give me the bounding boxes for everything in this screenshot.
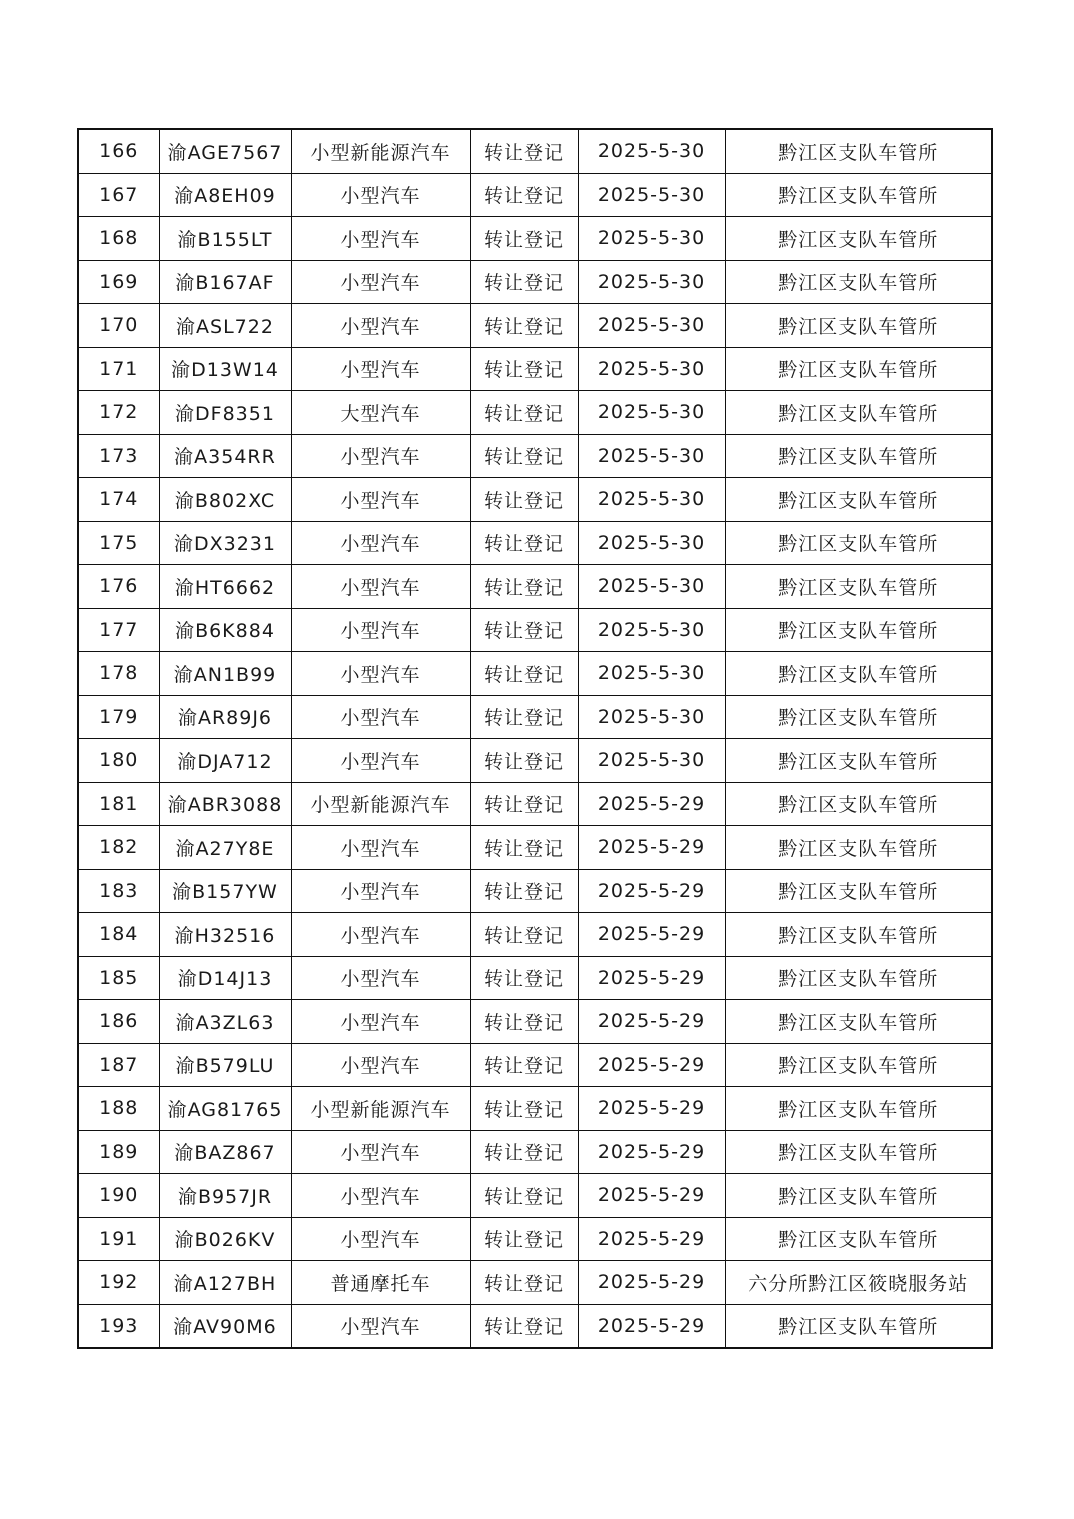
- row-number-cell: 170: [78, 304, 159, 348]
- table-row: [78, 347, 992, 391]
- date-cell: 2025-5-30: [578, 565, 725, 609]
- table-row: [78, 869, 992, 913]
- plate-number-cell: 渝B579LU: [159, 1043, 291, 1087]
- vehicle-type-cell: 小型汽车: [291, 826, 470, 870]
- vehicle-type-cell: 小型汽车: [291, 1043, 470, 1087]
- office-cell: 黔江区支队车管所: [725, 826, 992, 870]
- vehicle-type-cell: 大型汽车: [291, 391, 470, 435]
- row-number-cell: 169: [78, 260, 159, 304]
- row-number-cell: 178: [78, 652, 159, 696]
- business-type-cell: 转让登记: [470, 739, 578, 783]
- table-row: [78, 739, 992, 783]
- vehicle-type-cell: 小型汽车: [291, 217, 470, 261]
- date-cell: 2025-5-29: [578, 1087, 725, 1131]
- plate-number-cell: 渝B157YW: [159, 869, 291, 913]
- plate-number-cell: 渝B957JR: [159, 1174, 291, 1218]
- table-row: [78, 129, 992, 173]
- table-row: [78, 391, 992, 435]
- date-cell: 2025-5-29: [578, 1217, 725, 1261]
- plate-number-cell: 渝ABR3088: [159, 782, 291, 826]
- table-row: [78, 1174, 992, 1218]
- table-row: [78, 1000, 992, 1044]
- date-cell: 2025-5-30: [578, 478, 725, 522]
- table-row: [78, 1043, 992, 1087]
- table-row: [78, 260, 992, 304]
- plate-number-cell: 渝AV90M6: [159, 1304, 291, 1348]
- plate-number-cell: 渝A27Y8E: [159, 826, 291, 870]
- plate-number-cell: 渝B6K884: [159, 608, 291, 652]
- table-row: [78, 826, 992, 870]
- vehicle-type-cell: 小型新能源汽车: [291, 782, 470, 826]
- table-row: [78, 478, 992, 522]
- business-type-cell: 转让登记: [470, 956, 578, 1000]
- vehicle-type-cell: 小型汽车: [291, 521, 470, 565]
- date-cell: 2025-5-29: [578, 1174, 725, 1218]
- office-cell: 黔江区支队车管所: [725, 521, 992, 565]
- vehicle-type-cell: 小型汽车: [291, 608, 470, 652]
- office-cell: 黔江区支队车管所: [725, 1217, 992, 1261]
- office-cell: 黔江区支队车管所: [725, 565, 992, 609]
- vehicle-type-cell: 小型汽车: [291, 1130, 470, 1174]
- date-cell: 2025-5-30: [578, 304, 725, 348]
- business-type-cell: 转让登记: [470, 434, 578, 478]
- date-cell: 2025-5-30: [578, 739, 725, 783]
- office-cell: 黔江区支队车管所: [725, 913, 992, 957]
- business-type-cell: 转让登记: [470, 565, 578, 609]
- row-number-cell: 193: [78, 1304, 159, 1348]
- business-type-cell: 转让登记: [470, 695, 578, 739]
- vehicle-type-cell: 普通摩托车: [291, 1261, 470, 1305]
- business-type-cell: 转让登记: [470, 129, 578, 173]
- business-type-cell: 转让登记: [470, 304, 578, 348]
- row-number-cell: 187: [78, 1043, 159, 1087]
- plate-number-cell: 渝A354RR: [159, 434, 291, 478]
- row-number-cell: 167: [78, 173, 159, 217]
- plate-number-cell: 渝BAZ867: [159, 1130, 291, 1174]
- plate-number-cell: 渝DJA712: [159, 739, 291, 783]
- business-type-cell: 转让登记: [470, 608, 578, 652]
- business-type-cell: 转让登记: [470, 1087, 578, 1131]
- row-number-cell: 188: [78, 1087, 159, 1131]
- office-cell: 黔江区支队车管所: [725, 608, 992, 652]
- table-row: [78, 1087, 992, 1131]
- business-type-cell: 转让登记: [470, 521, 578, 565]
- office-cell: 黔江区支队车管所: [725, 217, 992, 261]
- date-cell: 2025-5-29: [578, 1304, 725, 1348]
- office-cell: 黔江区支队车管所: [725, 1000, 992, 1044]
- business-type-cell: 转让登记: [470, 260, 578, 304]
- row-number-cell: 180: [78, 739, 159, 783]
- vehicle-registration-table: [77, 128, 993, 1349]
- date-cell: 2025-5-30: [578, 695, 725, 739]
- row-number-cell: 171: [78, 347, 159, 391]
- table-row: [78, 608, 992, 652]
- vehicle-type-cell: 小型汽车: [291, 1000, 470, 1044]
- office-cell: 黔江区支队车管所: [725, 434, 992, 478]
- date-cell: 2025-5-30: [578, 217, 725, 261]
- office-cell: 黔江区支队车管所: [725, 782, 992, 826]
- plate-number-cell: 渝AR89J6: [159, 695, 291, 739]
- table-row: [78, 1304, 992, 1348]
- table-row: [78, 652, 992, 696]
- date-cell: 2025-5-30: [578, 391, 725, 435]
- plate-number-cell: 渝D14J13: [159, 956, 291, 1000]
- row-number-cell: 175: [78, 521, 159, 565]
- row-number-cell: 185: [78, 956, 159, 1000]
- business-type-cell: 转让登记: [470, 869, 578, 913]
- date-cell: 2025-5-30: [578, 129, 725, 173]
- plate-number-cell: 渝A127BH: [159, 1261, 291, 1305]
- business-type-cell: 转让登记: [470, 1174, 578, 1218]
- table-row: [78, 782, 992, 826]
- row-number-cell: 174: [78, 478, 159, 522]
- table-row: [78, 1130, 992, 1174]
- date-cell: 2025-5-30: [578, 260, 725, 304]
- business-type-cell: 转让登记: [470, 826, 578, 870]
- date-cell: 2025-5-30: [578, 521, 725, 565]
- table-row: [78, 304, 992, 348]
- vehicle-type-cell: 小型汽车: [291, 652, 470, 696]
- office-cell: 黔江区支队车管所: [725, 260, 992, 304]
- office-cell: 黔江区支队车管所: [725, 347, 992, 391]
- date-cell: 2025-5-30: [578, 347, 725, 391]
- row-number-cell: 177: [78, 608, 159, 652]
- row-number-cell: 172: [78, 391, 159, 435]
- vehicle-type-cell: 小型汽车: [291, 434, 470, 478]
- date-cell: 2025-5-29: [578, 913, 725, 957]
- row-number-cell: 179: [78, 695, 159, 739]
- office-cell: 黔江区支队车管所: [725, 1043, 992, 1087]
- business-type-cell: 转让登记: [470, 782, 578, 826]
- office-cell: 黔江区支队车管所: [725, 391, 992, 435]
- business-type-cell: 转让登记: [470, 913, 578, 957]
- office-cell: 黔江区支队车管所: [725, 1130, 992, 1174]
- business-type-cell: 转让登记: [470, 173, 578, 217]
- plate-number-cell: 渝H32516: [159, 913, 291, 957]
- business-type-cell: 转让登记: [470, 1000, 578, 1044]
- business-type-cell: 转让登记: [470, 1304, 578, 1348]
- plate-number-cell: 渝ASL722: [159, 304, 291, 348]
- vehicle-type-cell: 小型汽车: [291, 565, 470, 609]
- vehicle-type-cell: 小型汽车: [291, 1217, 470, 1261]
- business-type-cell: 转让登记: [470, 1261, 578, 1305]
- office-cell: 六分所黔江区筱晓服务站: [725, 1261, 992, 1305]
- row-number-cell: 190: [78, 1174, 159, 1218]
- office-cell: 黔江区支队车管所: [725, 304, 992, 348]
- table-body: [78, 129, 992, 1348]
- date-cell: 2025-5-29: [578, 1130, 725, 1174]
- vehicle-type-cell: 小型汽车: [291, 478, 470, 522]
- plate-number-cell: 渝B167AF: [159, 260, 291, 304]
- plate-number-cell: 渝A3ZL63: [159, 1000, 291, 1044]
- date-cell: 2025-5-29: [578, 956, 725, 1000]
- office-cell: 黔江区支队车管所: [725, 739, 992, 783]
- row-number-cell: 166: [78, 129, 159, 173]
- vehicle-type-cell: 小型汽车: [291, 956, 470, 1000]
- table-row: [78, 173, 992, 217]
- row-number-cell: 183: [78, 869, 159, 913]
- vehicle-type-cell: 小型汽车: [291, 173, 470, 217]
- business-type-cell: 转让登记: [470, 1043, 578, 1087]
- table-row: [78, 695, 992, 739]
- plate-number-cell: 渝B155LT: [159, 217, 291, 261]
- date-cell: 2025-5-29: [578, 826, 725, 870]
- date-cell: 2025-5-30: [578, 173, 725, 217]
- date-cell: 2025-5-29: [578, 1261, 725, 1305]
- vehicle-type-cell: 小型汽车: [291, 913, 470, 957]
- row-number-cell: 182: [78, 826, 159, 870]
- office-cell: 黔江区支队车管所: [725, 1304, 992, 1348]
- plate-number-cell: 渝D13W14: [159, 347, 291, 391]
- vehicle-type-cell: 小型新能源汽车: [291, 129, 470, 173]
- table-row: [78, 434, 992, 478]
- row-number-cell: 168: [78, 217, 159, 261]
- vehicle-type-cell: 小型汽车: [291, 1304, 470, 1348]
- row-number-cell: 191: [78, 1217, 159, 1261]
- date-cell: 2025-5-30: [578, 434, 725, 478]
- row-number-cell: 186: [78, 1000, 159, 1044]
- row-number-cell: 184: [78, 913, 159, 957]
- table-row: [78, 565, 992, 609]
- business-type-cell: 转让登记: [470, 1217, 578, 1261]
- vehicle-type-cell: 小型汽车: [291, 869, 470, 913]
- vehicle-type-cell: 小型汽车: [291, 739, 470, 783]
- office-cell: 黔江区支队车管所: [725, 869, 992, 913]
- row-number-cell: 189: [78, 1130, 159, 1174]
- office-cell: 黔江区支队车管所: [725, 652, 992, 696]
- table-row: [78, 1261, 992, 1305]
- vehicle-type-cell: 小型汽车: [291, 695, 470, 739]
- date-cell: 2025-5-29: [578, 1043, 725, 1087]
- plate-number-cell: 渝AG81765: [159, 1087, 291, 1131]
- business-type-cell: 转让登记: [470, 1130, 578, 1174]
- vehicle-type-cell: 小型汽车: [291, 347, 470, 391]
- business-type-cell: 转让登记: [470, 217, 578, 261]
- date-cell: 2025-5-29: [578, 1000, 725, 1044]
- plate-number-cell: 渝B026KV: [159, 1217, 291, 1261]
- business-type-cell: 转让登记: [470, 652, 578, 696]
- vehicle-type-cell: 小型汽车: [291, 304, 470, 348]
- office-cell: 黔江区支队车管所: [725, 695, 992, 739]
- office-cell: 黔江区支队车管所: [725, 1087, 992, 1131]
- office-cell: 黔江区支队车管所: [725, 1174, 992, 1218]
- plate-number-cell: 渝DX3231: [159, 521, 291, 565]
- plate-number-cell: 渝AN1B99: [159, 652, 291, 696]
- row-number-cell: 173: [78, 434, 159, 478]
- row-number-cell: 181: [78, 782, 159, 826]
- row-number-cell: 192: [78, 1261, 159, 1305]
- table-row: [78, 1217, 992, 1261]
- business-type-cell: 转让登记: [470, 478, 578, 522]
- table-row: [78, 913, 992, 957]
- vehicle-type-cell: 小型新能源汽车: [291, 1087, 470, 1131]
- business-type-cell: 转让登记: [470, 391, 578, 435]
- date-cell: 2025-5-29: [578, 869, 725, 913]
- plate-number-cell: 渝HT6662: [159, 565, 291, 609]
- table-row: [78, 956, 992, 1000]
- office-cell: 黔江区支队车管所: [725, 478, 992, 522]
- table-row: [78, 217, 992, 261]
- row-number-cell: 176: [78, 565, 159, 609]
- plate-number-cell: 渝A8EH09: [159, 173, 291, 217]
- office-cell: 黔江区支队车管所: [725, 129, 992, 173]
- vehicle-type-cell: 小型汽车: [291, 1174, 470, 1218]
- date-cell: 2025-5-30: [578, 652, 725, 696]
- office-cell: 黔江区支队车管所: [725, 956, 992, 1000]
- vehicle-type-cell: 小型汽车: [291, 260, 470, 304]
- office-cell: 黔江区支队车管所: [725, 173, 992, 217]
- table-row: [78, 521, 992, 565]
- plate-number-cell: 渝DF8351: [159, 391, 291, 435]
- business-type-cell: 转让登记: [470, 347, 578, 391]
- date-cell: 2025-5-30: [578, 608, 725, 652]
- date-cell: 2025-5-29: [578, 782, 725, 826]
- plate-number-cell: 渝B802XC: [159, 478, 291, 522]
- plate-number-cell: 渝AGE7567: [159, 129, 291, 173]
